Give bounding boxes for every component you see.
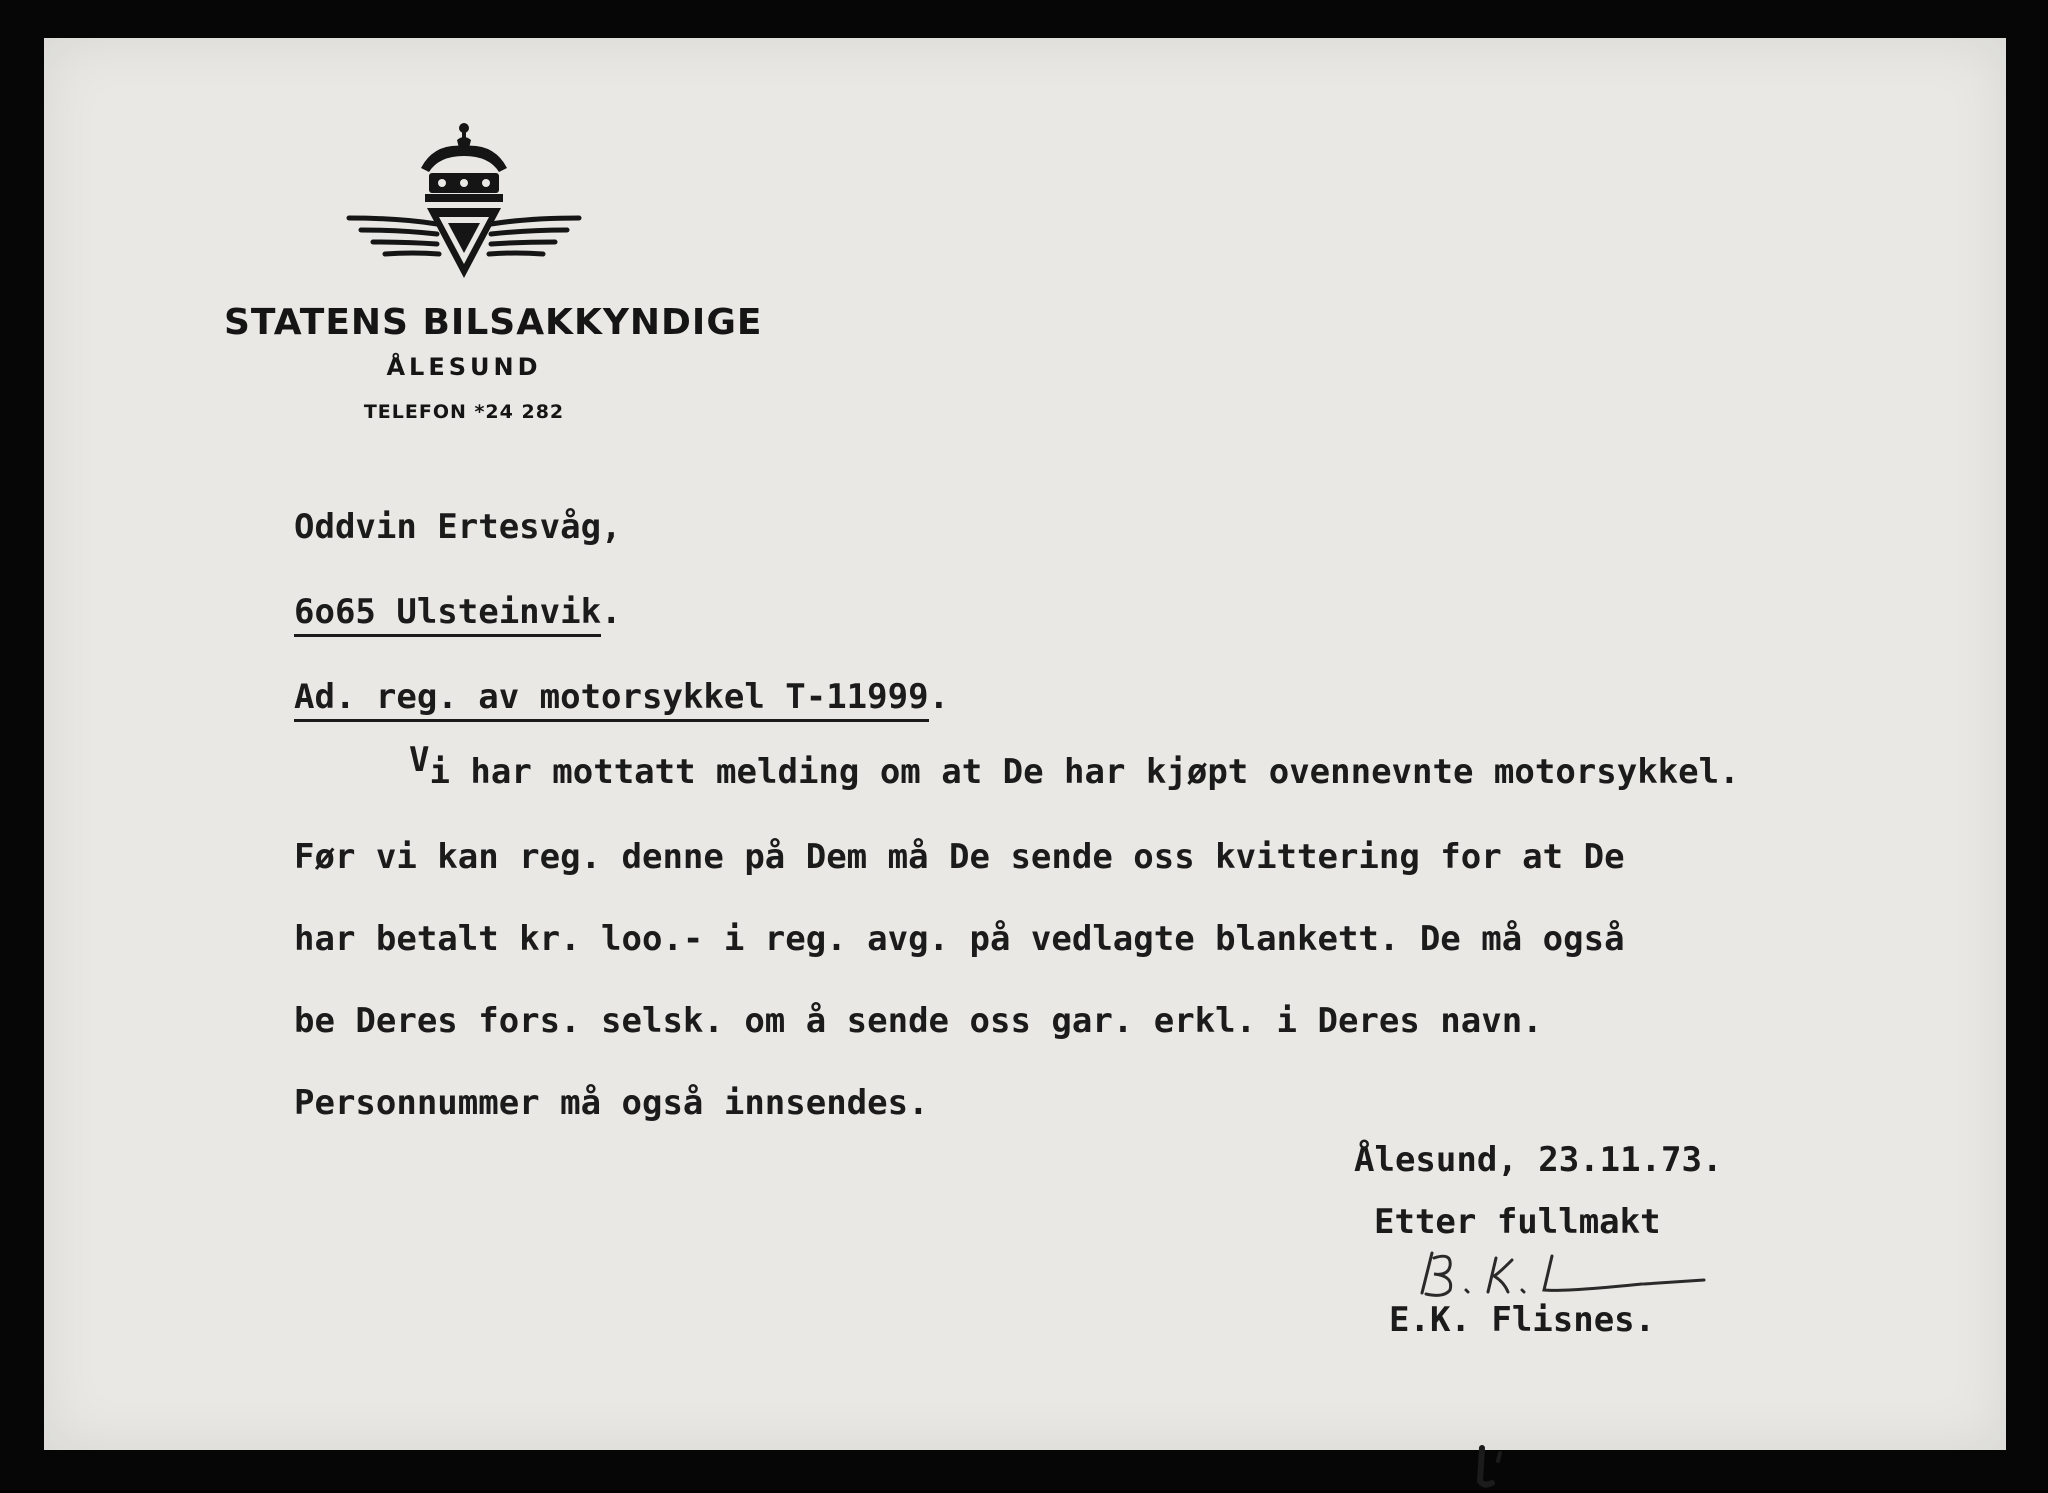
body-line-5: Personnummer må også innsendes.	[294, 1083, 929, 1123]
recipient-address-end: .	[601, 592, 622, 632]
organization-phone: TELEFON *24 282	[363, 401, 565, 423]
organization-city: ÅLESUND	[386, 353, 542, 381]
recipient-address: 6o65 Ulsteinvik	[294, 592, 601, 637]
letterhead	[224, 118, 763, 423]
body-line-4: be Deres fors. selsk. om å sende oss gar. erkl. i Deres navn.	[294, 1001, 1543, 1041]
crown-wings-emblem-icon	[339, 118, 589, 288]
subject-end: .	[928, 677, 950, 717]
subject-line	[294, 678, 949, 717]
body-line-1-text: i har mottatt melding om at De har kjøpt ovennevnte motorsykkel.	[429, 752, 1740, 792]
body-line-1	[409, 740, 1740, 792]
subject-text: Ad. reg. av motorsykkel T-11999	[294, 677, 929, 722]
body-line-3: har betalt kr. loo.- i reg. avg. på vedlagte blankett. De må også	[294, 919, 1625, 959]
letter-paper	[44, 38, 2006, 1450]
organization-name: STATENS BILSAKKYNDIGE	[224, 302, 763, 343]
recipient-address-line	[294, 593, 622, 632]
recipient-name: Oddvin Ertesvåg,	[294, 507, 622, 547]
ink-mark-icon	[1474, 1443, 1514, 1493]
authority-note: Etter fullmakt	[1374, 1202, 1661, 1242]
place-date: Ålesund, 23.11.73.	[1354, 1140, 1723, 1180]
signatory-name: E.K. Flisnes.	[1389, 1300, 1656, 1340]
handwritten-signature	[1404, 1238, 1724, 1308]
body-initial: V	[409, 740, 430, 780]
body-line-2: Før vi kan reg. denne på Dem må De sende oss kvittering for at De	[294, 837, 1625, 877]
